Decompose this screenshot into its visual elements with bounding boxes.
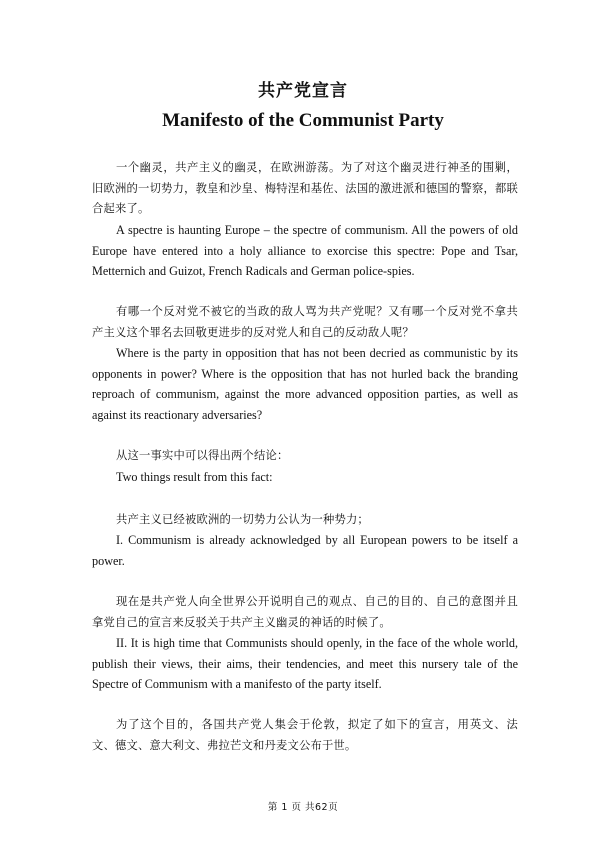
paragraph-3-chinese: 从这一事实中可以得出两个结论： (116, 449, 289, 462)
paragraph-4-chinese: 共产主义已经被欧洲的一切势力公认为一种势力； (116, 513, 369, 526)
title-english: Manifesto of the Communist Party (162, 110, 444, 131)
paragraph-4-english: I. Communism is already acknowledged by all European powers to be itself a power. (92, 533, 518, 568)
paragraph-1-english: A spectre is haunting Europe – the spectre of communism. All the powers of old Europe have entered into a holy alliance to exorcise this spectre: Pope and Tsar, Metternich and Guizot, French Radicals and German police-spies. (92, 223, 518, 279)
paragraph-3-english: Two things result from this fact: (116, 470, 273, 484)
paragraph-2-english: Where is the party in opposition that has not been decried as communistic by its opponents in power? Where is the opposition that has not hurled back the branding reproach of communism, against the more advanced opposition parties, as well as against its reactionary adversaries? (92, 346, 518, 422)
paragraph-5-chinese: 现在是共产党人向全世界公开说明自己的观点、自己的目的、自己的意图并且拿党自己的宣言来反驳关于共产主义幽灵的神话的时候了。 (92, 595, 518, 629)
paragraph-2-chinese: 有哪一个反对党不被它的当政的敌人骂为共产党呢？又有哪一个反对党不拿共产主义这个罪名去回敬更进步的反对党人和自己的反动敌人呢？ (92, 305, 518, 339)
paragraph-6-chinese: 为了这个目的，各国共产党人集会于伦敦，拟定了如下的宣言，用英文、法文、德文、意大利文、弗拉芒文和丹麦文公布于世。 (92, 718, 518, 752)
title-chinese: 共产党宣言 (258, 81, 348, 101)
paragraph-5-english: II. It is high time that Communists should openly, in the face of the whole world, publish their views, their aims, their tendencies, and meet this nursery tale of the Spectre of Communism with a manifesto of the party itself. (92, 636, 518, 692)
paragraph-1-chinese: 一个幽灵，共产主义的幽灵，在欧洲游荡。为了对这个幽灵进行神圣的围剿，旧欧洲的一切势力，教皇和沙皇、梅特涅和基佐、法国的激进派和德国的警察，都联合起来了。 (92, 161, 518, 216)
page-number-footer: 第 1 页 共62页 (267, 802, 339, 813)
